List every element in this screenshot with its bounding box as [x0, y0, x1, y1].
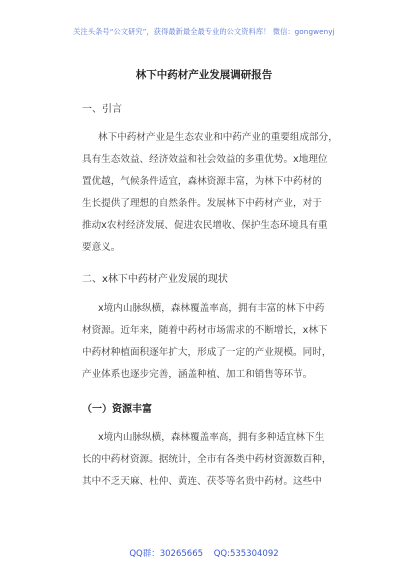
- paragraph-line: 推动x农村经济发展、促进农民增收、保护生态环境具有重: [82, 220, 328, 231]
- footer-banner: [0, 547, 408, 559]
- section-heading-current-status: 二、x林下中药材产业发展的现状: [82, 274, 228, 285]
- paragraph-line: 具有生态效益、经济效益和社会效益的多重优势。x地理位: [82, 154, 328, 165]
- paragraph-line: 材资源。近年来，随着中药材市场需求的不断增长，x林下: [82, 325, 328, 336]
- subsection-heading-rich-resources: （一）资源丰富: [82, 404, 152, 415]
- paragraph-line: 中药材种植面积逐年扩大，形成了一定的产业规模。同时，: [82, 347, 332, 358]
- paragraph-line: 置优越，气候条件适宜，森林资源丰富，为林下中药材的: [82, 176, 322, 187]
- paragraph-line: x境内山脉纵横，森林覆盖率高，拥有丰富的林下中药: [98, 303, 325, 314]
- paragraph-line: 生长提供了理想的自然条件。发展林下中药材产业，对于: [82, 198, 322, 209]
- paragraph-line: x境内山脉纵横，森林覆盖率高，拥有多种适宜林下生: [98, 432, 325, 443]
- document-title: 林下中药材产业发展调研报告: [135, 69, 273, 81]
- paragraph-line: 林下中药材产业是生态农业和中药产业的重要组成部分，: [98, 132, 338, 143]
- footer-qq-group: QQ群：30265665: [129, 549, 204, 559]
- header-banner: 关注头条号“公文研究”，获得最新最全最专业的公文资料库！ 微信：gongwenyj: [73, 27, 335, 36]
- paragraph-line: 其中不乏天麻、杜仲、黄连、茯苓等名贵中药材。这些中: [82, 476, 322, 487]
- paragraph-line: 长的中药材资源。据统计，全市有各类中药材资源数百种，: [82, 454, 332, 465]
- paragraph-line: 产业体系也逐步完善，涵盖种植、加工和销售等环节。: [82, 369, 313, 380]
- section-heading-introduction: 一、引言: [82, 104, 122, 115]
- footer-qq: QQ:535304092: [213, 549, 279, 559]
- paragraph-line: 要意义。: [82, 242, 121, 253]
